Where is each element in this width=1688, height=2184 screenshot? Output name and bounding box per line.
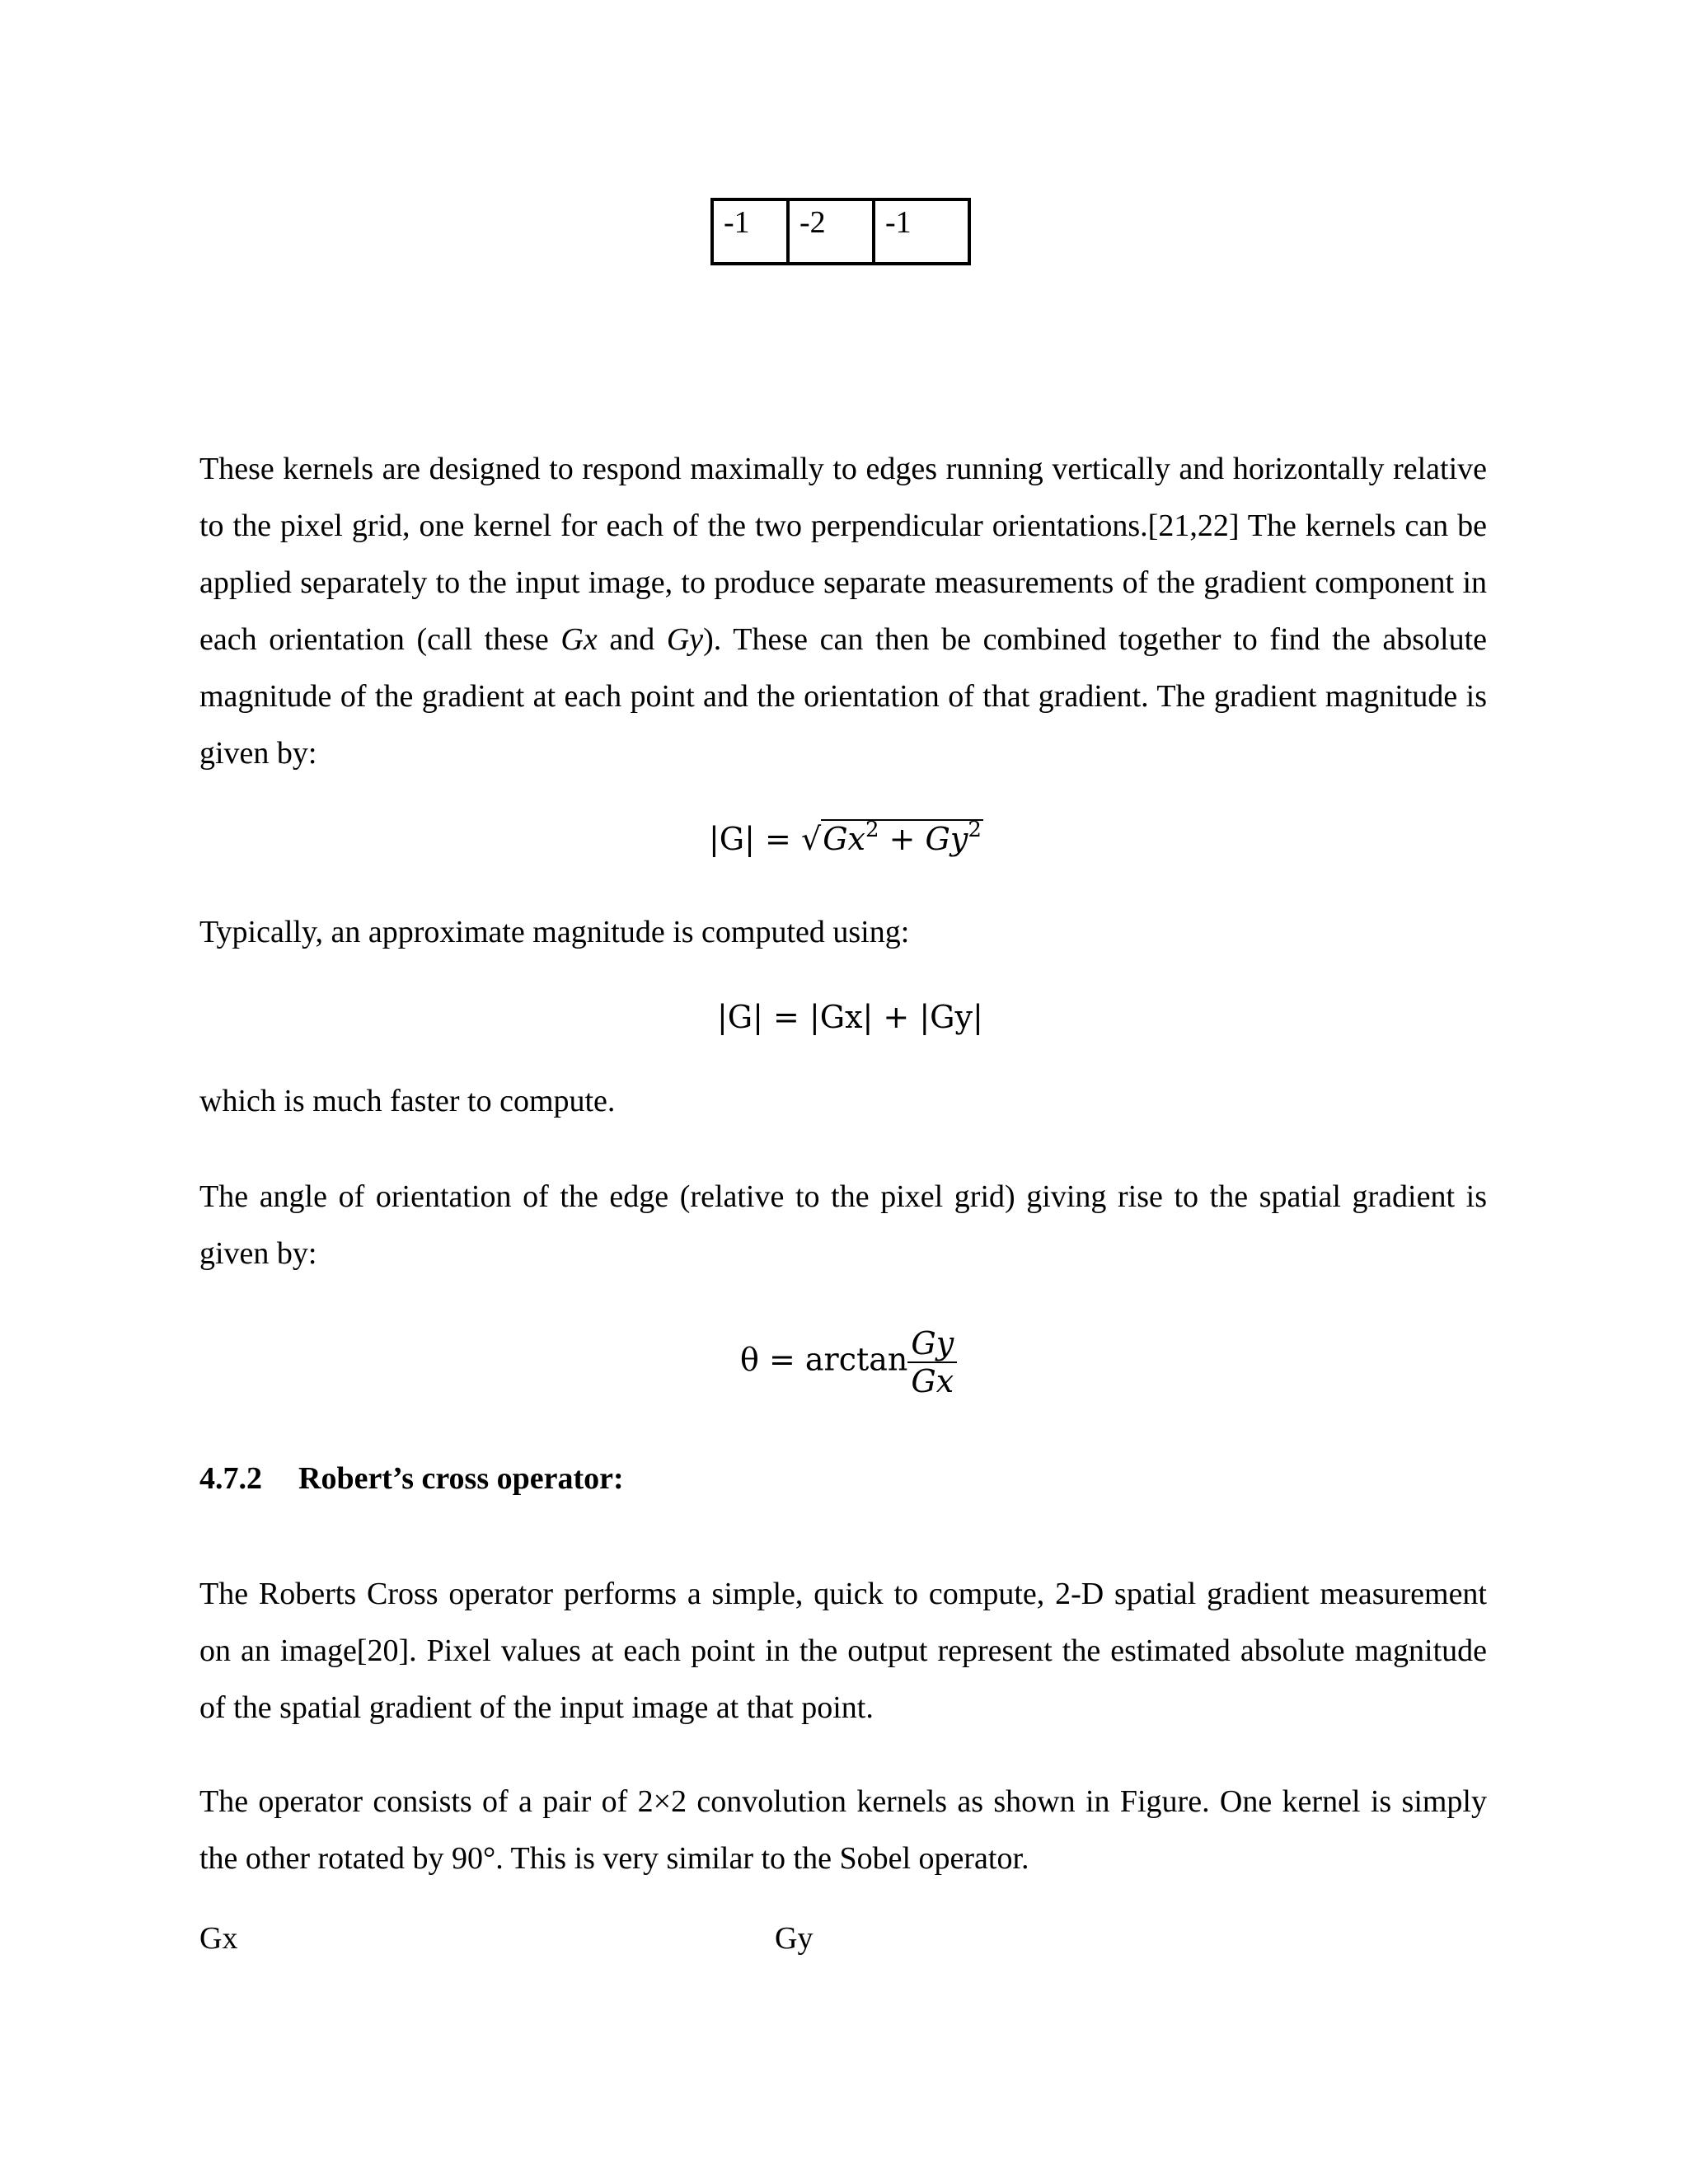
kernel-cell: -1 — [712, 199, 788, 264]
kernels-paragraph: These kernels are designed to respond maximally to edges running vertically and horizontally relative to the pixel grid, one kernel for each of the two perpendicular orientations.[21,22] The kernels can be applied separately to the input image, to produce separate measurements of the gradient component in each orientation (call these Gx and Gy). These can then be combined together to find the absolute magnitude of the gradient at each point and the orientation of that gradient. The gradient magnitude is given by: — [199, 452, 1487, 771]
roberts-paragraph: The Roberts Cross operator performs a simple, quick to compute, 2-D spatial gradient measurement on an image[20]. Pixel values at each point in the output represent the estimated absolute magnitude of the spatial gradient of the input image at that point. — [199, 1577, 1487, 1725]
magnitude-equation: $|G| = √Gx^2 + Gy^2$ — [709, 818, 982, 857]
approx-equation: |G| = |Gx| + |Gy| — [717, 999, 983, 1035]
kernel-cell: -2 — [788, 199, 874, 264]
operator-paragraph: The operator consists of a pair of 2×2 convolution kernels as shown in Figure. One kernel is simply the other rotated by 90°. This is very similar to the Sobel operator. — [199, 1784, 1487, 1876]
angle-equation: θ = arctan $\frac{Gy}{Gx}$ — [740, 1325, 957, 1399]
gy-label: Gy — [775, 1921, 814, 1956]
typically-line: Typically, an approximate magnitude is computed using: — [199, 915, 910, 949]
angle-paragraph: The angle of orientation of the edge (relative to the pixel grid) giving rise to the spatial gradient is given by: — [199, 1179, 1487, 1271]
kernel-row-table — [710, 198, 971, 265]
section-heading: 4.7.2 Robert’s cross operator: — [199, 1461, 624, 1496]
gx-label: Gx — [199, 1921, 238, 1956]
kernel-cell: -1 — [874, 199, 969, 264]
faster-line: which is much faster to compute. — [199, 1084, 616, 1118]
